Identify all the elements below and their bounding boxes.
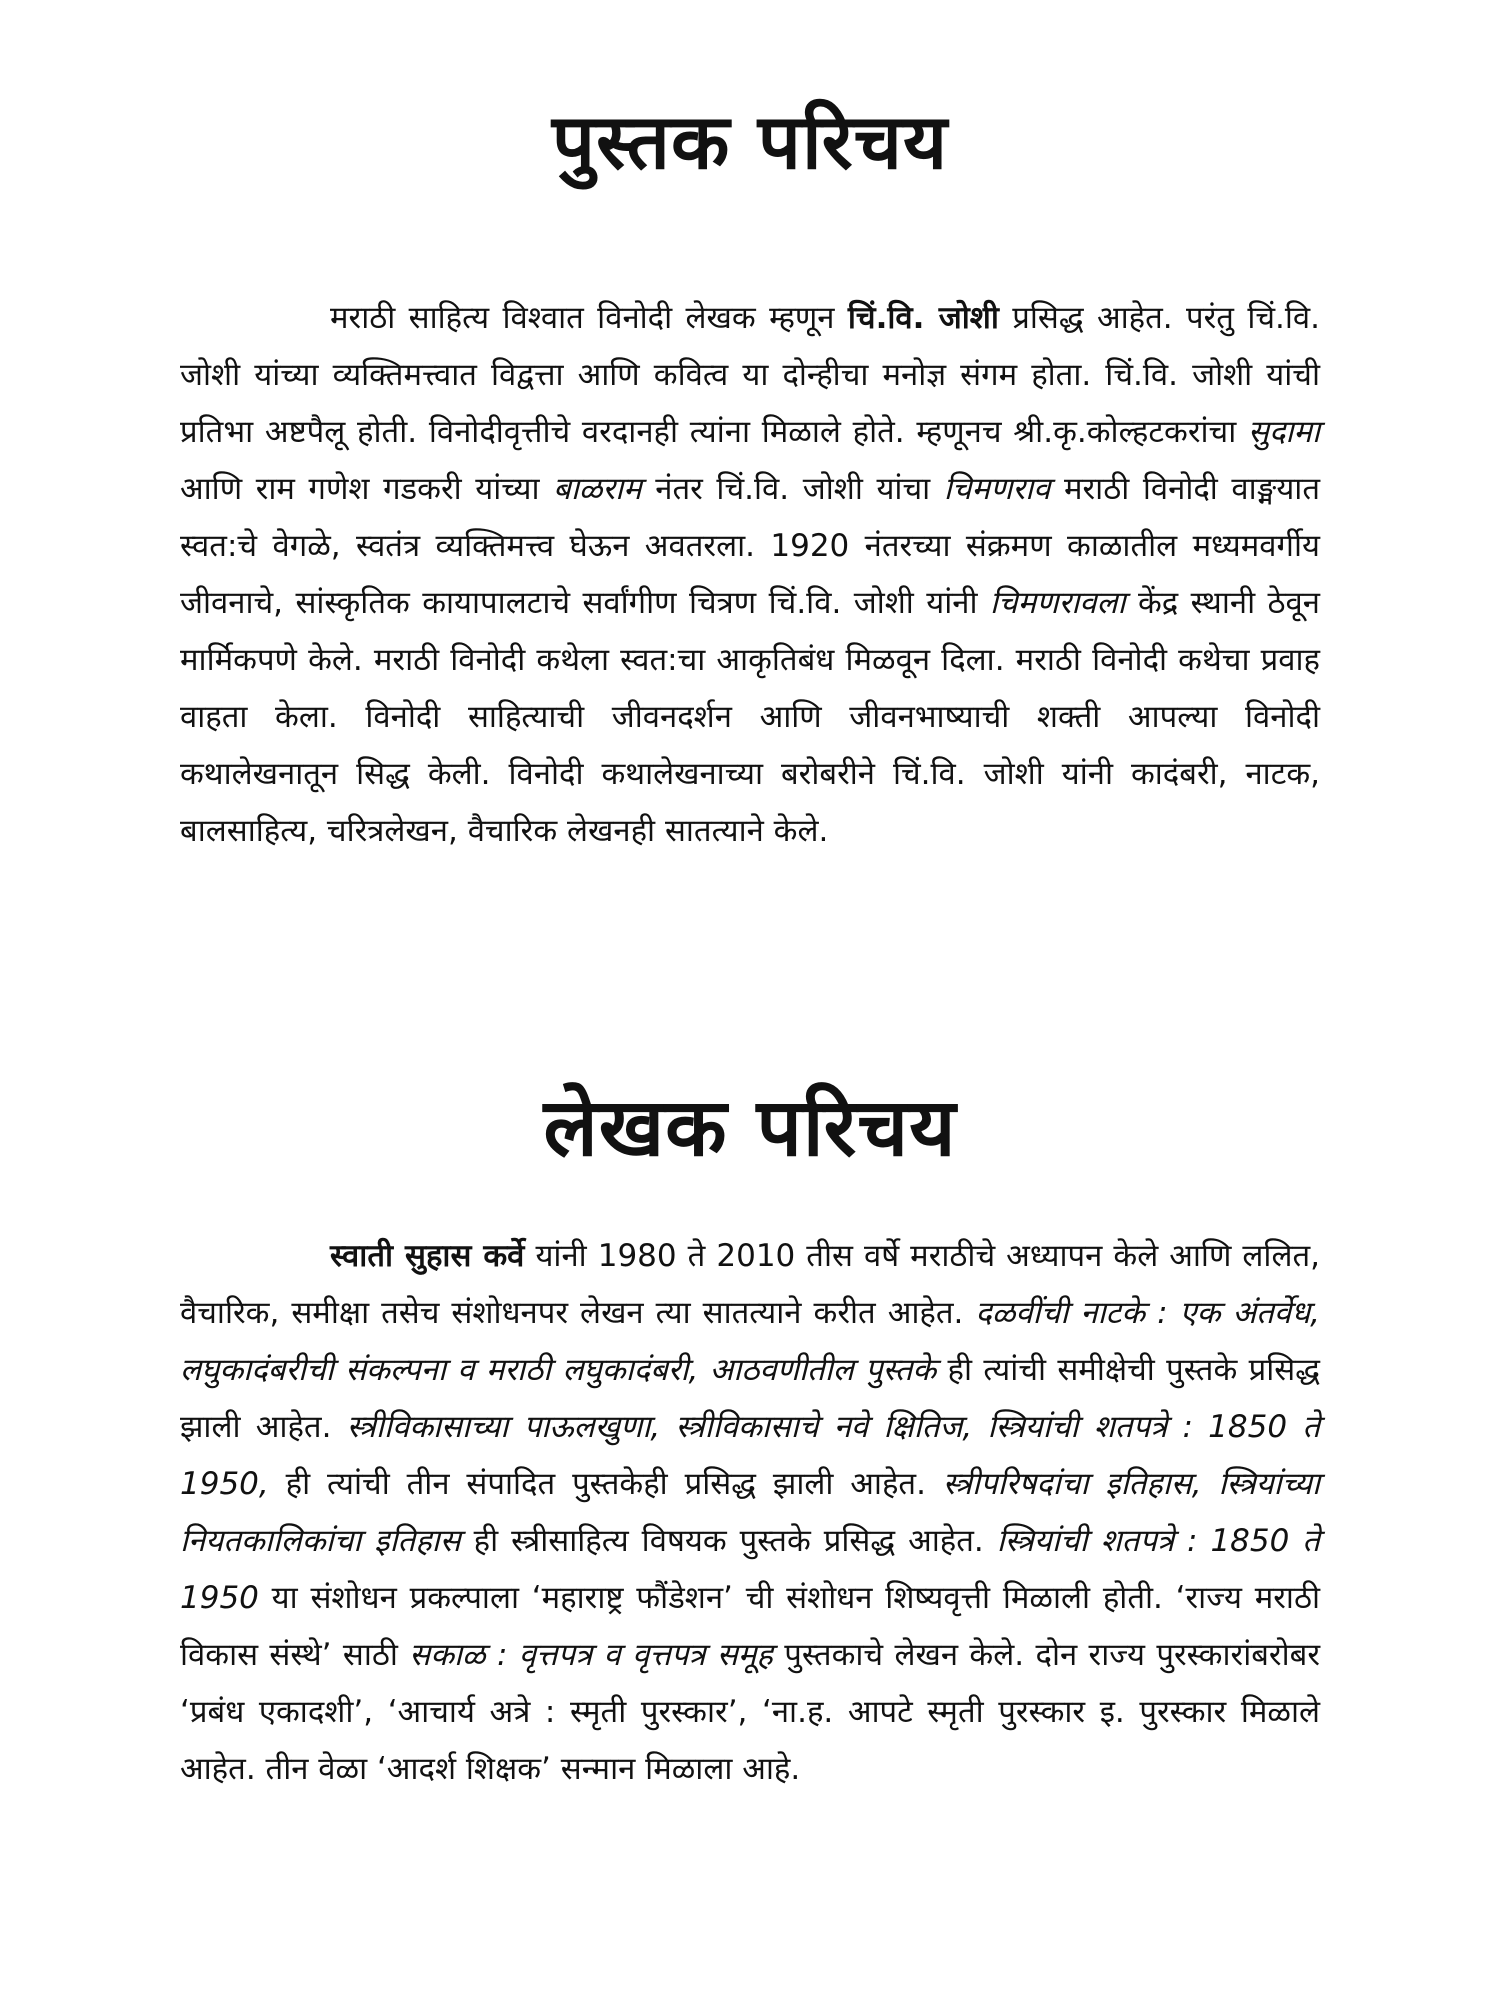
author-intro-section — [180, 1228, 1320, 1798]
book-title-chimanrao: चिमणराव — [943, 471, 1051, 507]
book-intro-text-2: प्रसिद्ध आहेत. परंतु चिं.वि. जोशी यांच्या व्यक्तिमत्त्वात विद्वत्ता आणि कवित्व या दोन्हीचा मनोज्ञ संगम होता. चिं.वि. जोशी यांची प्रतिभा अष्टपैलू होती. विनोदीवृत्तीचे वरदानही त्यांना मिळाले होते. म्हणूनच श्री.कृ.कोल्हटकरांचा — [180, 300, 1321, 450]
book-intro-text-6: केंद्र स्थानी ठेवून मार्मिकपणे केले. मराठी विनोदी कथेला स्वत:चा आकृतिबंध मिळवून दिला. मराठी विनोदी कथेचा प्रवाह वाहता केला. विनोदी साहित्याची जीवनदर्शन आणि जीवनभाष्याची शक्ती आपल्या विनोदी कथालेखनातून सिद्ध केली. विनोदी कथालेखनाच्या बरोबरीने चिं.वि. जोशी यांनी कादंबरी, नाटक, बालसाहित्य, चरित्रलेखन, वैचारिक लेखनही सातत्याने केले. — [180, 585, 1320, 849]
author-intro-text-6: पुस्तकाचे लेखन केले. दोन राज्य पुरस्कारांबरोबर ‘प्रबंध एकादशी’, ‘आचार्य अत्रे : स्मृती पुरस्कार’, ‘ना.ह. आपटे स्मृती पुरस्कार इ. पुरस्कार मिळाले आहेत. तीन वेळा ‘आदर्श शिक्षक’ सन्मान मिळाला आहे. — [180, 1637, 1321, 1787]
book-intro-text-4: नंतर चिं.वि. जोशी यांचा — [641, 471, 944, 507]
book-intro-section — [180, 290, 1320, 860]
book-intro-text-1: मराठी साहित्य विश्वात विनोदी लेखक म्हणून — [330, 300, 848, 336]
book-title-sudama: सुदामा — [1247, 414, 1320, 450]
criticism-books-italic: दळवींची नाटके : एक अंतर्वेध, लघुकादंबरीची संकल्पना व मराठी लघुकादंबरी, आठवणीतील पुस्तके — [180, 1295, 1320, 1388]
book-intro-paragraph — [180, 290, 1320, 860]
author-full-name-bold: स्वाती सुहास कर्वे — [330, 1238, 525, 1274]
author-intro-text-1: यांनी 1980 ते 2010 तीस वर्षे मराठीचे अध्यापन केले आणि ललित, वैचारिक, समीक्षा तसेच संशोधनपर लेखन त्या सातत्याने करीत आहेत. — [180, 1238, 1320, 1331]
author-intro-heading: लेखक परिचय — [543, 1081, 957, 1174]
sakal-book-italic: सकाळ : वृत्तपत्र व वृत्तपत्र समूह — [409, 1637, 773, 1673]
author-intro-paragraph — [180, 1228, 1320, 1798]
book-intro-text-5: मराठी विनोदी वाङ्मयात स्वत:चे वेगळे, स्वतंत्र व्यक्तिमत्त्व घेऊन अवतरला. 1920 नंतरच्या संक्रमण काळातील मध्यमवर्गीय जीवनाचे, सांस्कृतिक कायापालटाचे सर्वांगीण चित्रण चिं.वि. जोशी यांनी — [180, 471, 1320, 621]
author-intro-text-2: ही त्यांची समीक्षेची पुस्तके प्रसिद्ध झाली आहेत. — [180, 1352, 1320, 1445]
edited-books-italic: स्त्रीविकासाच्या पाऊलखुणा, स्त्रीविकासाचे नवे क्षितिज, स्त्रियांची शतपत्रे : 1850 ते 1950, — [180, 1409, 1321, 1502]
research-project-italic: स्त्रियांची शतपत्रे : 1850 ते 1950 — [180, 1523, 1320, 1616]
womens-literature-books-italic: स्त्रीपरिषदांचा इतिहास, स्त्रियांच्या नियतकालिकांचा इतिहास — [180, 1466, 1320, 1559]
book-title-balram: बाळराम — [553, 471, 642, 507]
book-intro-text-3: आणि राम गणेश गडकरी यांच्या — [180, 471, 554, 507]
author-intro-text-5: या संशोधन प्रकल्पाला ‘महाराष्ट्र फौंडेशन’ ची संशोधन शिष्यवृत्ती मिळाली होती. ‘राज्य मराठी विकास संस्थे’ साठी — [180, 1580, 1320, 1673]
author-intro-text-4: ही स्त्रीसाहित्य विषयक पुस्तके प्रसिद्ध आहेत. — [460, 1523, 997, 1559]
book-title-chimanravla: चिमणरावला — [989, 585, 1126, 621]
author-name-bold: चिं.वि. जोशी — [847, 300, 999, 336]
book-intro-heading: पुस्तक परिचय — [551, 97, 949, 186]
author-intro-text-3: ही त्यांची तीन संपादित पुस्तकेही प्रसिद्ध झाली आहेत. — [268, 1466, 943, 1502]
